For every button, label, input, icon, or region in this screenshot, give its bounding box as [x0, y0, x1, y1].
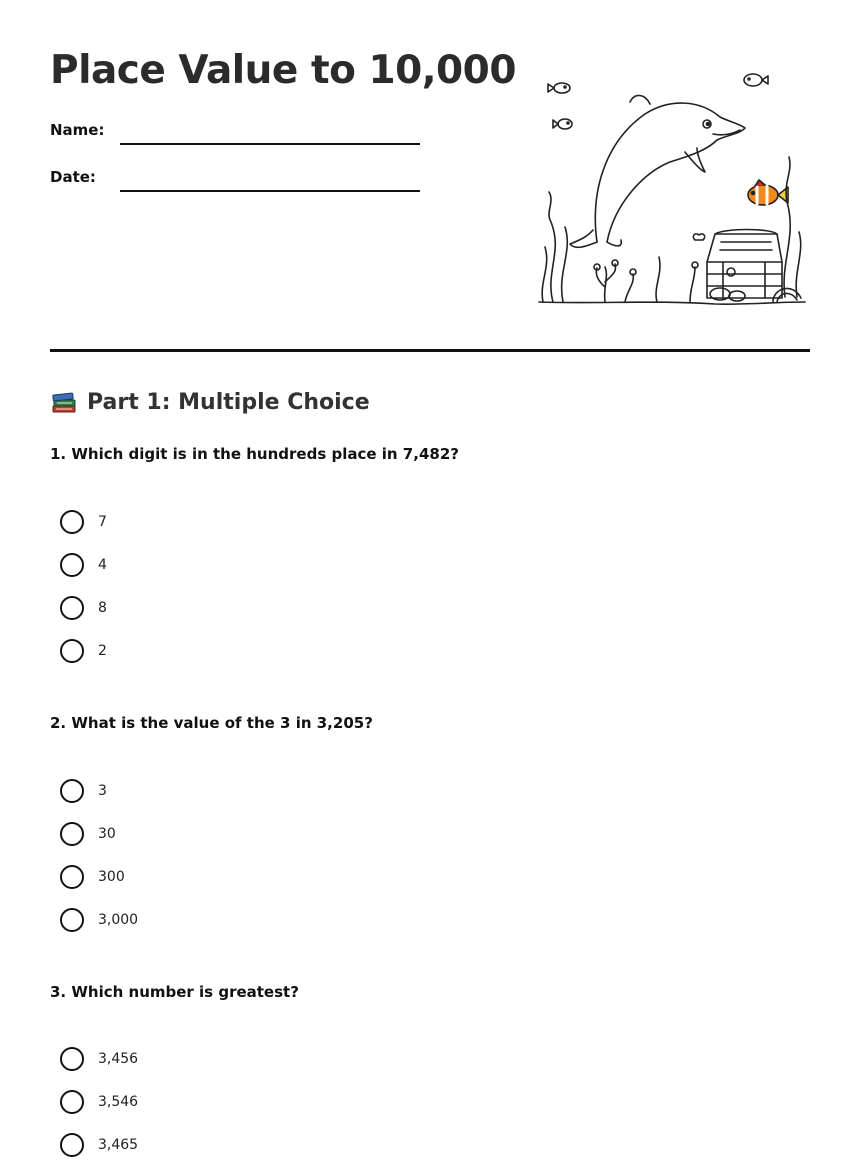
radio-button[interactable] [60, 779, 84, 803]
small-fish-icon [548, 83, 570, 93]
option-label: 2 [98, 643, 107, 659]
option-label: 30 [98, 826, 116, 842]
radio-button[interactable] [60, 865, 84, 889]
option-2-d[interactable] [60, 908, 138, 932]
books-icon [50, 388, 78, 416]
option-2-a[interactable] [60, 779, 107, 803]
option-3-a[interactable] [60, 1047, 138, 1071]
radio-button[interactable] [60, 908, 84, 932]
radio-button[interactable] [60, 1090, 84, 1114]
section-title: Part 1: Multiple Choice [87, 389, 370, 415]
option-label: 7 [98, 514, 107, 530]
radio-button[interactable] [60, 822, 84, 846]
clownfish-icon [748, 180, 788, 205]
option-label: 8 [98, 600, 107, 616]
option-label: 3,465 [98, 1137, 139, 1153]
question-3: 3. Which number is greatest? [50, 983, 299, 1001]
radio-button[interactable] [60, 596, 84, 620]
small-fish-icon [744, 74, 768, 86]
option-1-c[interactable] [60, 596, 107, 620]
radio-button[interactable] [60, 639, 84, 663]
option-1-a[interactable] [60, 510, 107, 534]
header-divider [50, 349, 810, 352]
radio-button[interactable] [60, 553, 84, 577]
dolphin-icon [570, 95, 745, 247]
date-label: Date: [50, 168, 96, 186]
option-3-c[interactable] [60, 1133, 138, 1157]
option-label: 300 [98, 869, 125, 885]
part1-heading [50, 388, 370, 416]
page-title: Place Value to 10,000 [50, 48, 516, 93]
option-1-d[interactable] [60, 639, 107, 663]
option-label: 3,000 [98, 912, 139, 928]
option-label: 3,456 [98, 1051, 139, 1067]
radio-button[interactable] [60, 1047, 84, 1071]
dolphin-illustration-icon [535, 62, 815, 312]
option-label: 3 [98, 783, 107, 799]
radio-button[interactable] [60, 510, 84, 534]
option-3-b[interactable] [60, 1090, 138, 1114]
option-label: 4 [98, 557, 107, 573]
question-2: 2. What is the value of the 3 in 3,205? [50, 714, 373, 732]
option-2-b[interactable] [60, 822, 116, 846]
date-line[interactable] [120, 190, 420, 192]
name-line[interactable] [120, 143, 420, 145]
question-1: 1. Which digit is in the hundreds place in 7,482? [50, 445, 459, 463]
option-2-c[interactable] [60, 865, 125, 889]
option-1-b[interactable] [60, 553, 107, 577]
option-label: 3,546 [98, 1094, 139, 1110]
small-fish-icon [553, 119, 572, 129]
radio-button[interactable] [60, 1133, 84, 1157]
name-label: Name: [50, 121, 105, 139]
